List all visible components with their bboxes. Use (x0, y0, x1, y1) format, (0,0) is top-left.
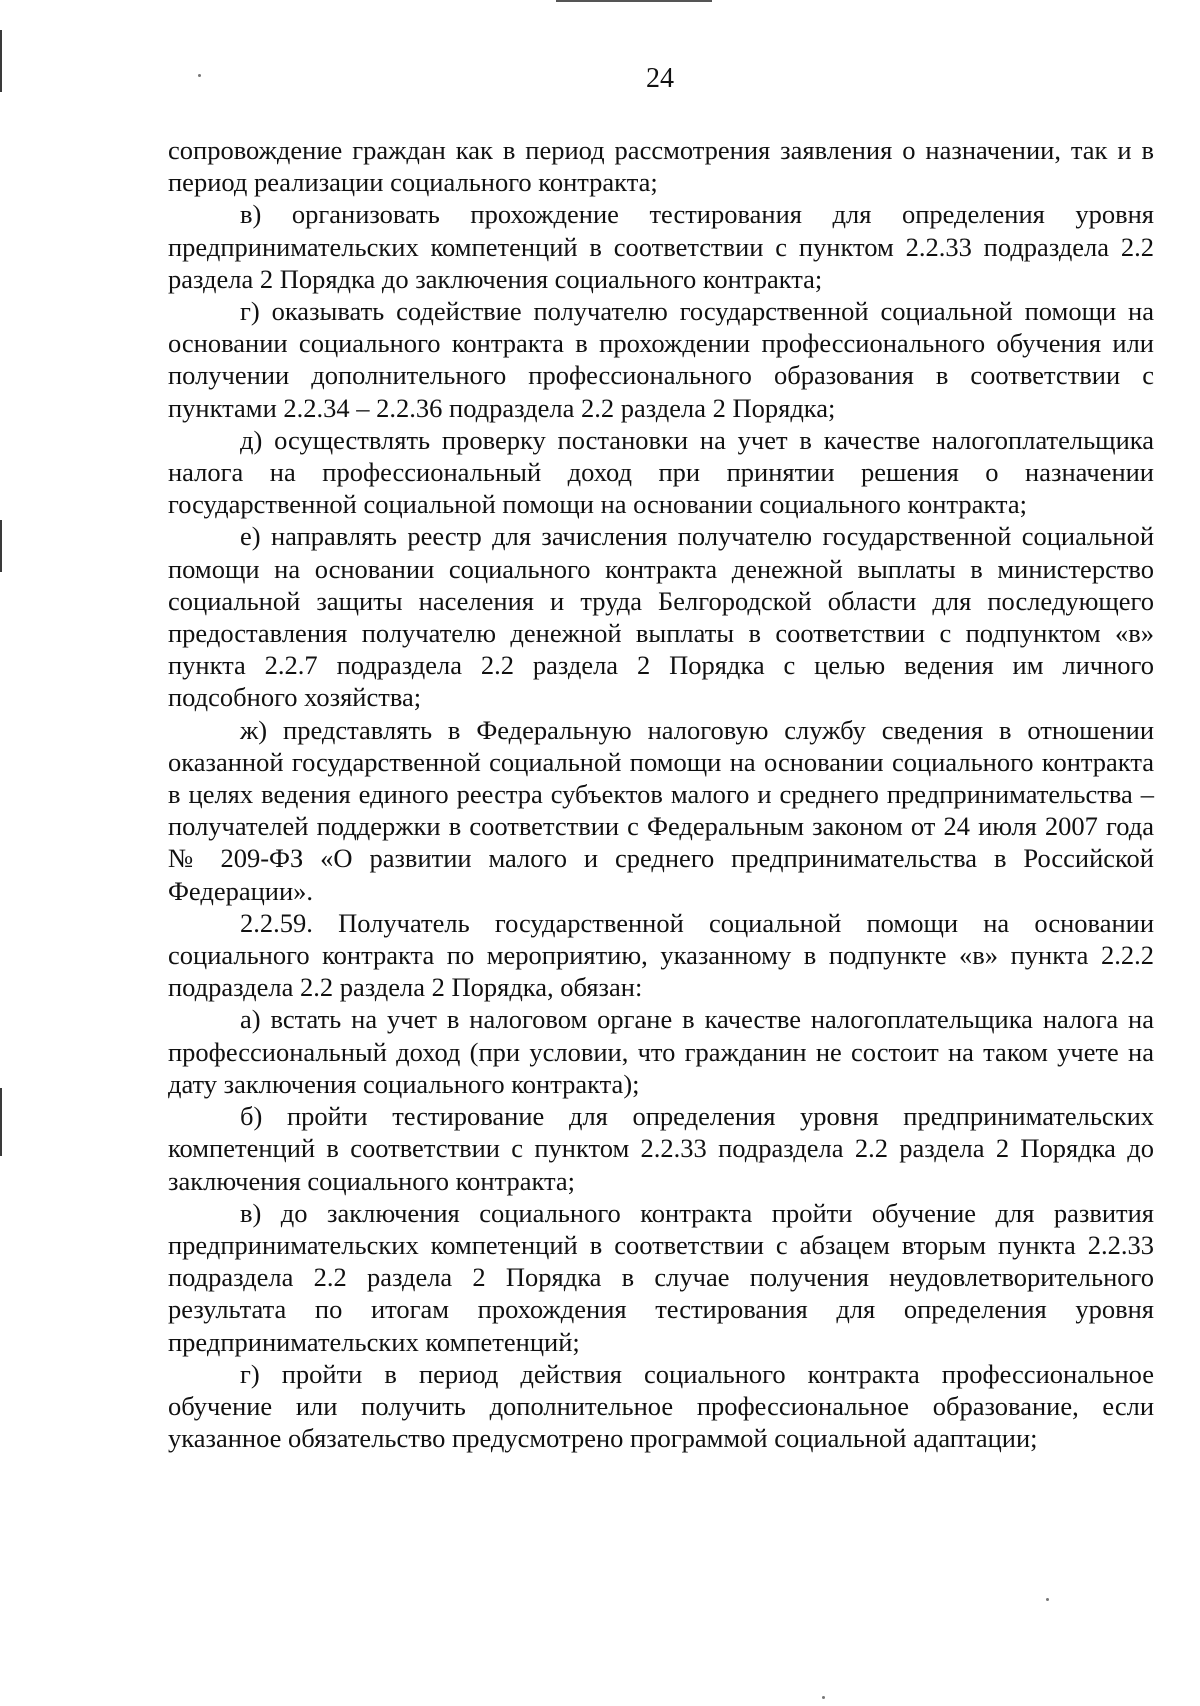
scan-speck (822, 1696, 825, 1699)
paragraph: б) пройти тестирование для определения уровня предпринимательских компетенций в соответствии с пунктом 2.2.33 подраздела 2.2 раздела 2 Порядка до заключения социального контракта; (168, 1101, 1154, 1196)
paragraph: г) оказывать содействие получателю государственной социальной помощи на основании социального контракта в прохождении профессионального обучения или получении дополнительного профессионального образования в соответствии с пунктами 2.2.34 – 2.2.36 подраздела 2.2 раздела 2 Порядка; (168, 296, 1154, 423)
paragraph: д) осуществлять проверку постановки на учет в качестве налогоплательщика налога на профессиональный доход при принятии решения о назначении государственной социальной помощи на основании социального контракта; (168, 424, 1154, 520)
paragraph: г) пройти в период действия социального контракта профессиональное обучение или получить дополнительное профессиональное образование, если указанное обязательство предусмотрено программой социальной адаптации; (168, 1358, 1154, 1454)
page-number: 24 (646, 63, 674, 94)
paragraph: ж) представлять в Федеральную налоговую службу сведения в отношении оказанной государственной социальной помощи на основании социального контракта в целях ведения единого реестра субъектов малого и среднего предпринимательства – получателей поддержки в соответствии с Федеральным законом от 24 июля 2007 года № 209-ФЗ «О развитии малого и среднего предпринимательства в Российской Федерации». (168, 714, 1154, 906)
document-body (168, 134, 1154, 1454)
scan-speck (1046, 1598, 1049, 1601)
scan-edge-mark (0, 1088, 2, 1156)
paragraph: е) направлять реестр для зачисления получателю государственной социальной помощи на основании социального контракта денежной выплаты в министерство социальной защиты населения и труда Белгородской области для последующего предоставления получателю денежной выплаты в соответствии с подпунктом «в» пункта 2.2.7 подраздела 2.2 раздела 2 Порядка с целью ведения им личного подсобного хозяйства; (168, 521, 1154, 713)
top-edge-rule (556, 0, 712, 2)
paragraph: а) встать на учет в налоговом органе в качестве налогоплательщика налога на профессиональный доход (при условии, что гражданин не состоит на таком учете на дату заключения социального контракта); (168, 1004, 1154, 1099)
paragraph: сопровождение граждан как в период рассмотрения заявления о назначении, так и в период реализации социального контракта; (168, 135, 1154, 198)
paragraph: 2.2.59. Получатель государственной социальной помощи на основании социального контракта по мероприятию, указанному в подпункте «в» пункта 2.2.2 подраздела 2.2 раздела 2 Порядка, обязан: (168, 907, 1154, 1003)
paragraph: в) до заключения социального контракта пройти обучение для развития предпринимательских компетенций в соответствии с абзацем вторым пункта 2.2.33 подраздела 2.2 раздела 2 Порядка в случае получения неудовлетворительного результата по итогам прохождения тестирования для определения уровня предпринимательских компетенций; (168, 1197, 1154, 1357)
paragraph: в) организовать прохождение тестирования для определения уровня предпринимательских компетенций в соответствии с пунктом 2.2.33 подраздела 2.2 раздела 2 Порядка до заключения социального контракта; (168, 199, 1154, 294)
scan-edge-mark (0, 520, 2, 572)
